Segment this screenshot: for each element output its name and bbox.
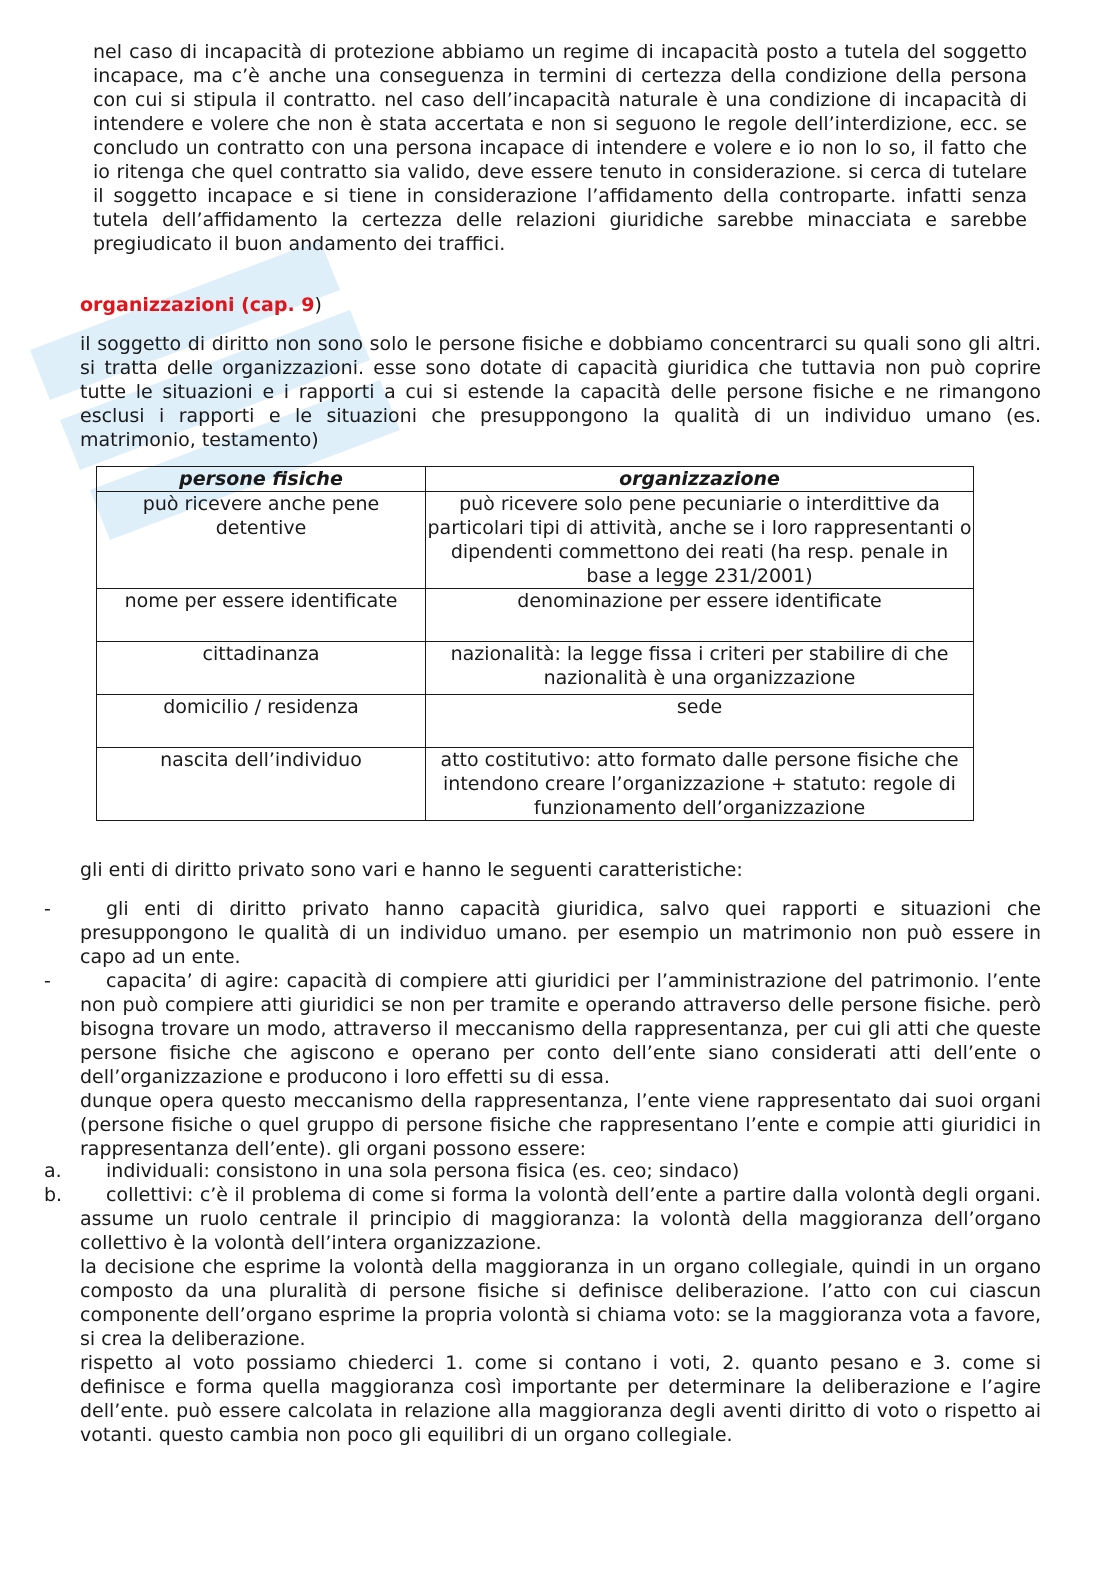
table-row [97, 492, 974, 589]
cell-organizzazione: atto costitutivo: atto formato dalle persone fisiche che intendono creare l’organizzazione + statuto: regole di funzionamento dell’organizzazione [426, 748, 974, 821]
cell-organizzazione: può ricevere solo pene pecuniarie o interdittive da particolari tipi di attività, anche se i loro rappresentanti o dipendenti commettono dei reati (ha resp. penale in base a legge 231/2001) [427, 493, 972, 587]
lettered-continuation: la decisione che esprime la volontà della maggioranza in un organo collegiale, quindi in un organo composto da una pluralità di persone fisiche si definisce deliberazione. l’atto con cui ciascun componente dell’organo esprime la propria volontà si chiama voto: se la maggioranza vota a favore, si crea la deliberazione. [80, 1256, 1041, 1350]
cell-organizzazione: sede [426, 695, 974, 748]
table-row [97, 589, 974, 642]
comparison-table [96, 466, 974, 821]
list-marker: a. [44, 1160, 62, 1182]
cell-persone: può ricevere anche pene detentive [97, 492, 426, 589]
organizations-paragraph: il soggetto di diritto non sono solo le persone fisiche e dobbiamo concentrarci su quali sono gli altri. si tratta delle organizzazioni. esse sono dotate di capacità giuridica che tuttavia non può coprire tutte le situazioni e i rapporti a cui si estende la capacità delle persone fisiche e ne rimangono esclusi i rapporti e le situazioni che presuppongono la qualità di un individuo umano (es. matrimonio, testamento) [80, 333, 1041, 451]
intro-paragraph: nel caso di incapacità di protezione abbiamo un regime di incapacità posto a tutela del soggetto incapace, ma c’è anche una conseguenza in termini di certezza della condizione della persona con cui si stipula il contratto. nel caso dell’incapacità naturale è una condizione di incapacità di intendere e volere che non è stata accertata e non si seguono le regole dell’interdizione, ecc. se concludo un contratto con una persona incapace di intendere e volere e io non lo so, il fatto che io ritenga che quel contratto sia valido, deve essere tenuto in considerazione. si cerca di tutelare il soggetto incapace e si tiene in considerazione l’affidamento della controparte. infatti senza tutela dell’affidamento la certezza delle relazioni giuridiche sarebbe minacciata e sarebbe pregiudicato il buon andamento dei traffici. [93, 41, 1027, 255]
section-heading-close: ) [314, 294, 322, 316]
bullet-continuation: dunque opera questo meccanismo della rappresentanza, l’ente viene rappresentato dai suoi organi (persone fisiche o quel gruppo di persone fisiche che rappresentano l’ente e compie atti giuridici in rappresentanza dell’ente). gli organi possono essere: [80, 1090, 1041, 1160]
cell-persone: cittadinanza [97, 642, 426, 695]
table-header-row [97, 467, 974, 492]
bullet-item [44, 969, 1041, 1161]
list-marker: b. [44, 1184, 63, 1206]
cell-organizzazione: denominazione per essere identificate [426, 589, 974, 642]
cell-persone: nascita dell’individuo [97, 748, 426, 821]
lettered-item [44, 1183, 1041, 1447]
lettered-text: individuali: consistono in una sola persona fisica (es. ceo; sindaco) [106, 1160, 740, 1182]
header-organizzazione: organizzazione [426, 467, 974, 492]
lettered-text: collettivi: c’è il problema di come si forma la volontà dell’ente a partire dalla volontà degli organi. assume un ruolo centrale il principio di maggioranza: la volontà della maggioranza dell’organo collettivo è la volontà dell’intera organizzazione. [80, 1184, 1041, 1254]
lettered-continuation: rispetto al voto possiamo chiederci 1. come si contano i voti, 2. quanto pesano e 3. come si definisce e forma quella maggioranza così importante per determinare la deliberazione e l’agire dell’ente. può essere calcolata in relazione alla maggioranza degli aventi diritto di voto o rispetto ai votanti. questo cambia non poco gli equilibri di un organo collegiale. [80, 1352, 1041, 1446]
section-heading-title: organizzazioni (cap. 9 [80, 294, 315, 316]
bullet-marker: - [44, 970, 51, 992]
table-row [97, 748, 974, 821]
section-heading [80, 293, 322, 317]
bullet-item [44, 897, 1041, 969]
table-row [97, 695, 974, 748]
lead-sentence: gli enti di diritto privato sono vari e hanno le seguenti caratteristiche: [80, 859, 743, 881]
cell-organizzazione: nazionalità: la legge fissa i criteri per stabilire di che nazionalità è una organizzazione [426, 642, 974, 695]
cell-persone: domicilio / residenza [97, 695, 426, 748]
bullet-marker: - [44, 898, 51, 920]
header-persone-fisiche: persone fisiche [97, 467, 426, 492]
bullet-text: gli enti di diritto privato hanno capacità giuridica, salvo quei rapporti e situazioni che presuppongono le qualità di un individuo umano. per esempio un matrimonio non può essere in capo ad un ente. [80, 898, 1041, 968]
cell-persone: nome per essere identificate [97, 589, 426, 642]
lettered-item [44, 1159, 1041, 1183]
bullet-text: capacita’ di agire: capacità di compiere atti giuridici per l’amministrazione del patrimonio. l’ente non può compiere atti giuridici se non per tramite e operando attraverso delle persone fisiche. però bisogna trovare un modo, attraverso il meccanismo della rappresentanza, per cui gli atti che queste persone fisiche che agiscono e operano per conto dell’ente siano considerati atti dell’ente o dell’organizzazione e producono i loro effetti su di essa. [80, 970, 1041, 1088]
table-row [97, 642, 974, 695]
